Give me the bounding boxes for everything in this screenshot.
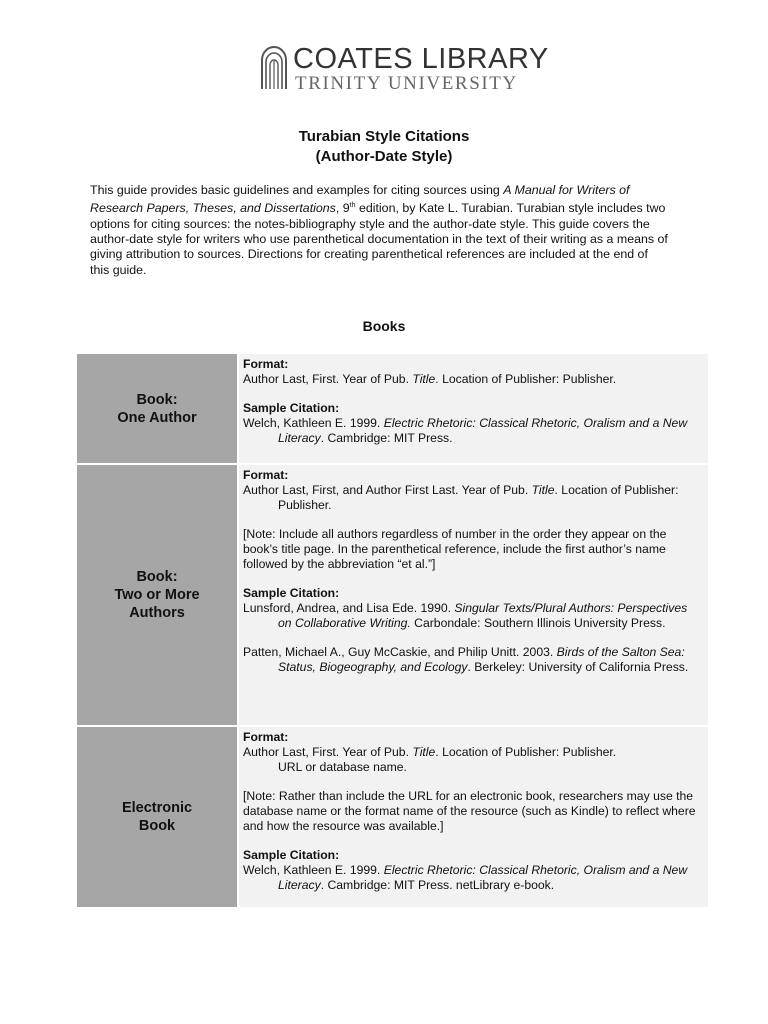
section-heading: Books xyxy=(362,318,406,334)
citation-table xyxy=(77,354,708,909)
row-label xyxy=(77,464,238,726)
citation-title: Electric Rhetoric: Classical Rhetoric, Oralism and a New Literacy xyxy=(278,416,688,445)
row-label-line: Book: xyxy=(136,569,178,585)
sample-block xyxy=(243,586,702,631)
citation-part: . Cambridge: MIT Press. netLibrary e-book. xyxy=(320,878,555,892)
row-label-line: Electronic xyxy=(121,800,193,816)
format-heading: Format: xyxy=(243,468,289,482)
intro-paragraph xyxy=(90,183,670,278)
row-label xyxy=(77,726,238,908)
citation-part: Carbondale: Southern Illinois University Press. xyxy=(410,616,666,630)
row-label-line: Authors xyxy=(129,605,185,621)
citation-part: Patten, Michael A., Guy McCaskie, and Philip Unitt. 2003. xyxy=(243,645,557,659)
sample-heading: Sample Citation: xyxy=(243,586,340,600)
row-content xyxy=(238,464,708,726)
sample-citation xyxy=(243,645,702,675)
format-text xyxy=(243,372,702,387)
format-part: . Location of Publisher: Publisher. xyxy=(278,483,679,512)
citation-part: . Berkeley: University of California Press. xyxy=(467,660,689,674)
row-content xyxy=(238,354,708,464)
logo-university-name: TRINITY UNIVERSITY xyxy=(295,73,518,94)
citation-title: Birds of the Salton Sea: Status, Biogeography, and Ecology xyxy=(278,645,685,674)
intro-text: , 9 xyxy=(335,201,350,216)
format-text: URL or database name. xyxy=(278,760,407,774)
format-text xyxy=(243,483,702,513)
citation-title: Singular Texts/Plural Authors: Perspectives on Collaborative Writing. xyxy=(278,601,688,630)
sample-citation xyxy=(243,416,702,446)
citation-part: Lunsford, Andrea, and Lisa Ede. 1990. xyxy=(243,601,455,615)
format-text xyxy=(243,745,702,760)
note-text: [Note: Include all authors regardless of number in the order they appear on the book’s title page. In the parenthetical reference, include the first author’s name followed by the abbreviation “et al.”] xyxy=(243,527,667,571)
row-content xyxy=(238,726,708,908)
arch-emblem-icon xyxy=(259,44,289,90)
intro-book-title: A Manual for Writers of Research Papers, Theses, and Dissertations xyxy=(90,183,630,216)
format-block xyxy=(243,357,702,387)
document-title: Turabian Style Citations xyxy=(298,128,470,145)
table-row xyxy=(77,464,708,726)
row-label-line: Book xyxy=(138,818,176,834)
format-part: . Location of Publisher: Publisher. xyxy=(435,745,617,759)
intro-superscript: th xyxy=(349,202,356,210)
format-title: Title xyxy=(412,745,436,759)
format-block xyxy=(243,468,702,513)
row-label-line: One Author xyxy=(117,409,197,426)
format-part: . Location of Publisher: Publisher. xyxy=(435,372,617,386)
format-part: Author Last, First. Year of Pub. xyxy=(243,372,413,386)
table-row xyxy=(77,354,708,464)
sample-block xyxy=(243,645,702,675)
format-part: Author Last, First. Year of Pub. xyxy=(243,745,413,759)
library-logo xyxy=(259,42,549,98)
intro-text: edition, by Kate L. Turabian. Turabian style includes two options for citing sources: the notes-bibliography style and the author-date style. This guide covers the author-date style for writers who use parenthetical documentation in the text of their writing as a means of giving attribution to sources. Directions for creating parenthetical references are included at the end of this guide. xyxy=(90,201,668,277)
sample-citation xyxy=(243,863,702,893)
citation-part: Welch, Kathleen E. 1999. xyxy=(243,416,384,430)
sample-block xyxy=(243,848,702,893)
sample-heading: Sample Citation: xyxy=(243,401,340,415)
format-title: Title xyxy=(412,372,436,386)
format-title: Title xyxy=(531,483,555,497)
sample-citation xyxy=(243,601,702,631)
document-subtitle: (Author-Date Style) xyxy=(315,148,453,165)
citation-title: Electric Rhetoric: Classical Rhetoric, Oralism and a New Literacy xyxy=(278,863,688,892)
format-heading: Format: xyxy=(243,357,289,371)
citation-part: . Cambridge: MIT Press. xyxy=(320,431,453,445)
format-part: Author Last, First, and Author First Last. Year of Pub. xyxy=(243,483,532,497)
note-text: [Note: Rather than include the URL for an electronic book, researchers may use the database name or the format name of the resource (such as Kindle) to reflect where and how the resource was available.] xyxy=(243,789,696,833)
row-label-line: Book: xyxy=(136,391,178,408)
sample-block xyxy=(243,401,702,446)
format-heading: Format: xyxy=(243,730,289,744)
logo-library-name: COATES LIBRARY xyxy=(293,43,549,75)
row-label xyxy=(77,354,238,464)
intro-text: This guide provides basic guidelines and examples for citing sources using xyxy=(90,183,504,197)
row-label-line: Two or More xyxy=(114,587,200,603)
sample-heading: Sample Citation: xyxy=(243,848,340,862)
table-row xyxy=(77,726,708,908)
citation-part: Welch, Kathleen E. 1999. xyxy=(243,863,384,877)
format-block xyxy=(243,730,702,775)
